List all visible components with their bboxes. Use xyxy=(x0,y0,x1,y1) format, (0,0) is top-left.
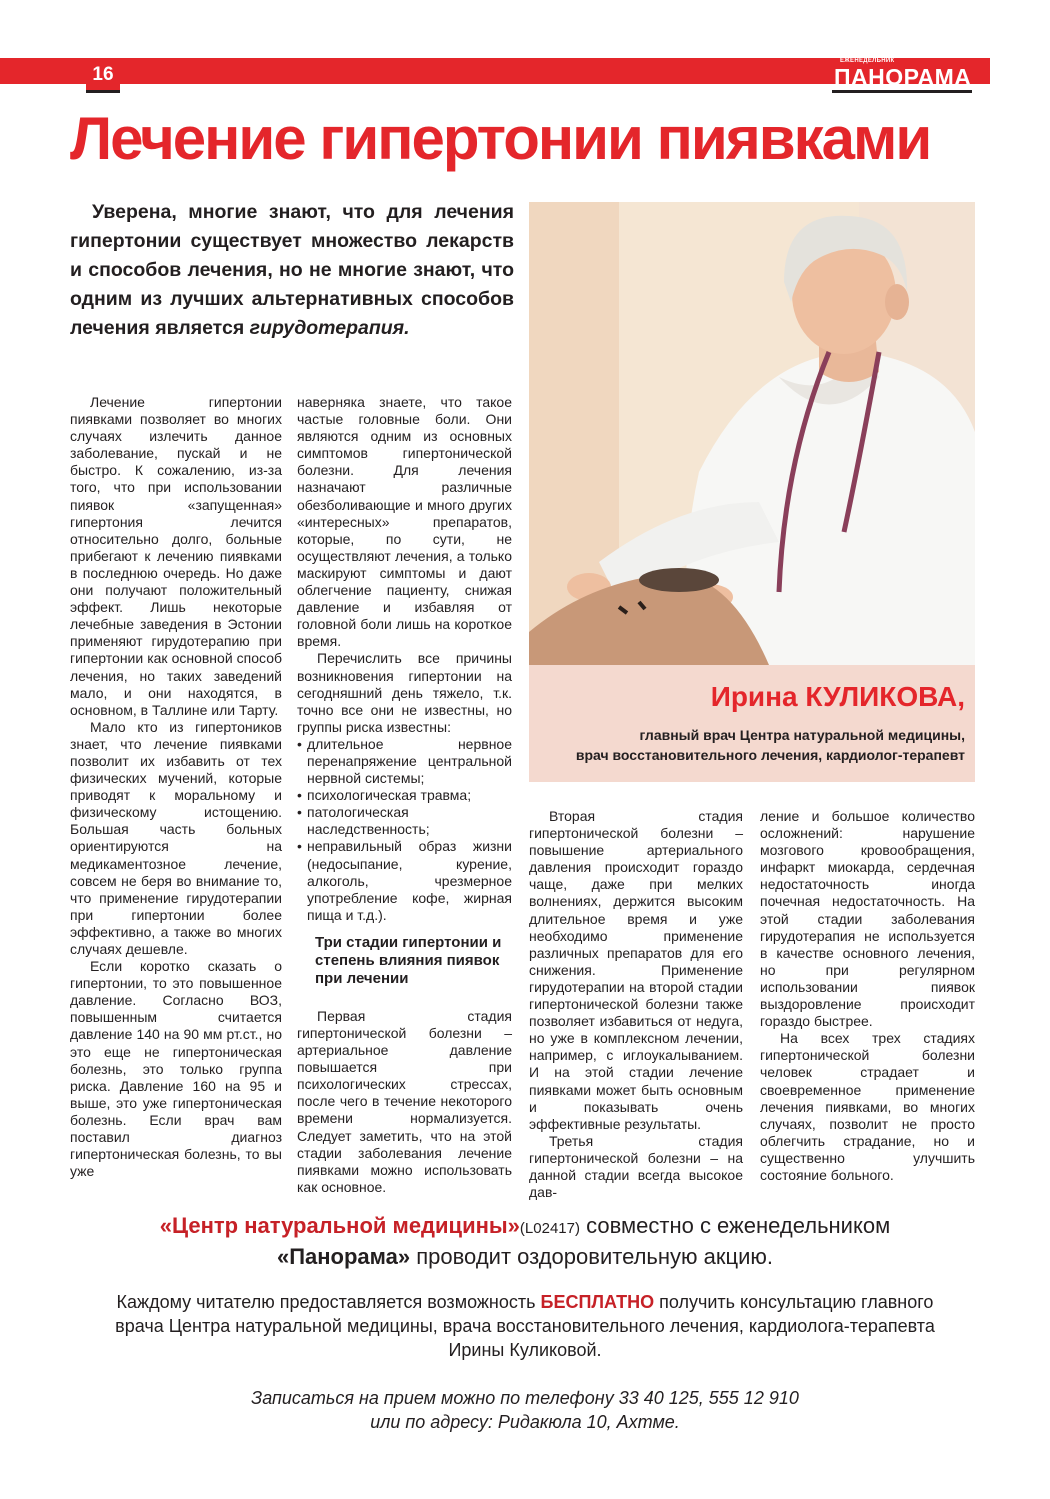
logo-subtitle: ЕЖЕНЕДЕЛЬНИК xyxy=(840,58,895,64)
list-item: • неправильный образ жизни (недосыпание, курение, алкоголь, чрезмерное употребление кофе, жирная пища и т.д.). xyxy=(297,838,512,923)
paragraph: На всех трех стадиях гипертонической болезни человек страдает и своевременное применение лечения пиявками, во многих случаях, позволит не просто облегчить страдание, но и существенно улучшить состояние больного. xyxy=(760,1030,975,1183)
logo-underline xyxy=(832,90,972,93)
lead-text: Уверена, многие знают, что для лечения гипертонии существует множество лекарств и способов лечения, но не многие знают, что одним из лучших альтернативных способов лечения является xyxy=(70,201,514,339)
promo-block xyxy=(0,1212,1050,1271)
paragraph: Перечислить все причины возникновения гипертонии на сегодняшний день тяжело, т.к. точно все они не известны, но группы риска известны: xyxy=(297,650,512,735)
doctor-role-line1: главный врач Центра натуральной медицины, xyxy=(639,727,965,743)
doctor-name: Ирина КУЛИКОВА, xyxy=(710,681,965,712)
doctor-photo xyxy=(529,202,975,665)
promo-license: (L02417) xyxy=(519,1220,580,1237)
text-column-4 xyxy=(760,808,975,1184)
page-number-underline xyxy=(86,90,120,93)
paragraph: Третья стадия гипертонической болезни – на данной стадии всегда высокое дав- xyxy=(529,1132,743,1201)
doctor-role xyxy=(535,725,965,765)
contact-line1: Записаться на прием можно по телефону 33 40 125, 555 12 910 xyxy=(251,1388,799,1408)
doctor-illustration xyxy=(529,202,975,665)
offer-free: БЕСПЛАТНО xyxy=(540,1292,655,1312)
text-column-1 xyxy=(70,394,282,1180)
paragraph: Мало кто из гипертоников знает, что лечение пиявками позволит их избавить от тех физических мучений, которые приводят к моральному и физическому истощению. Большая часть больных ориентируются на медикаментозное лечение, совсем не беря во внимание то, что применение гирудотерапии при гипертонии более эффективно, а также во многих случаях дешевле. xyxy=(70,718,282,957)
offer-before: Каждому читателю предоставляется возможность xyxy=(116,1292,541,1312)
page-number: 16 xyxy=(86,58,120,92)
logo-name: ПАНОРАМА xyxy=(834,64,972,90)
promo-paper: «Панорама» xyxy=(276,1244,411,1269)
promo-contact xyxy=(0,1386,1050,1434)
paragraph: наверняка знаете, что такое частые головные боли. Они являются одним из основных симптомов гипертонической болезни. Для лечения назначают различные обезболивающие и много других «интересных» препаратов, которые, по сути, не осуществляют лечения, а только маскируют симптомы и дают облегчение пациенту, снижая давление и избавляя от головной боли лишь на короткое время. xyxy=(297,394,512,650)
promo-text1: совместно с еженедельником xyxy=(579,1213,891,1238)
article-title: Лечение гипертонии пиявками xyxy=(70,105,931,172)
list-item: • длительное нервное перенапряжение центральной нервной системы; xyxy=(297,736,512,787)
promo-text2: проводит оздоровительную акцию. xyxy=(410,1244,773,1269)
paragraph: Лечение гипертонии пиявками позволяет во многих случаях излечить данное заболевание, пускай и не быстро. К сожалению, из-за того, что при использовании пиявок «запущенная» гипертония лечится относительно долго, больные прибегают к лечению пиявками в последнюю очередь. Но даже они получают положительный эффект. Лишь некоторые лечебные заведения в Эстонии применяют гирудотерапию при гипертонии как основной способ лечения, но таких заведений мало, и они находятся, в основном, в Таллине или Тарту. xyxy=(70,394,282,718)
paragraph: Вторая стадия гипертонической болезни – повышение артериального давления происходит гораздо чаще, даже при мелких волнениях, держится высоким длительное время и уже необходимо применение различных препаратов для его снижения. Применение гирудотерапии на второй стадии гипертонической болезни также позволяет избавиться от недуга, но уже в комплексном лечении, например, с иглоукалыванием. И на этой стадии лечение пиявками может быть основным и показывать очень эффективные результаты. xyxy=(529,808,743,1132)
doctor-role-line2: врач восстановительного лечения, кардиолог-терапевт xyxy=(575,747,965,763)
lead-emphasis: гирудотерапия. xyxy=(249,317,410,339)
offer-after: получить консультацию главного врача Центра натуральной медицины, врача восстановительного лечения, кардиолога-терапевта Ирины Куликовой. xyxy=(115,1292,935,1360)
panorama-logo xyxy=(828,56,976,92)
photo-caption xyxy=(529,665,975,782)
article-lead xyxy=(70,198,514,343)
paragraph: ление и большое количество осложнений: нарушение мозгового кровообращения, инфаркт миокарда, сердечная недостаточность иногда почечная недостаточность. На этой стадии заболевания гирудотерапия не используется в качестве основного лечения, но при регулярном использовании пиявок выздоровление происходит гораздо быстрее. xyxy=(760,808,975,1030)
text-column-2 xyxy=(297,394,512,1196)
section-subheading: Три стадии гипертонии и степень влияния пиявок при лечении xyxy=(315,933,502,987)
paragraph: Если коротко сказать о гипертонии, то это повышенное давление. Согласно ВОЗ, повышенным считается давление 140 на 90 мм рт.ст., но это еще не гипертоническая болезнь, это только группа риска. Давление 160 на 95 и выше, это уже гипертоническая болезнь. Если врач вам поставил диагноз гипертоническая болезнь, то вы уже xyxy=(70,958,282,1180)
contact-line2: или по адресу: Ридакюла 10, Ахтме. xyxy=(370,1412,680,1432)
promo-offer xyxy=(0,1290,1050,1362)
promo-org: «Центр натуральной медицины» xyxy=(159,1213,520,1238)
list-item: • патологическая наследственность; xyxy=(297,804,512,838)
paragraph: Первая стадия гипертонической болезни – артериальное давление повышается при психологических стрессах, после чего в течение некоторого времени нормализуется. Следует заметить, что на этой стадии заболевания лечение пиявками можно использовать как основное. xyxy=(297,1007,512,1195)
text-column-3 xyxy=(529,808,743,1201)
promo-announcement xyxy=(0,1212,1050,1271)
risk-group-list xyxy=(297,736,512,924)
list-item: • психологическая травма; xyxy=(297,787,512,804)
